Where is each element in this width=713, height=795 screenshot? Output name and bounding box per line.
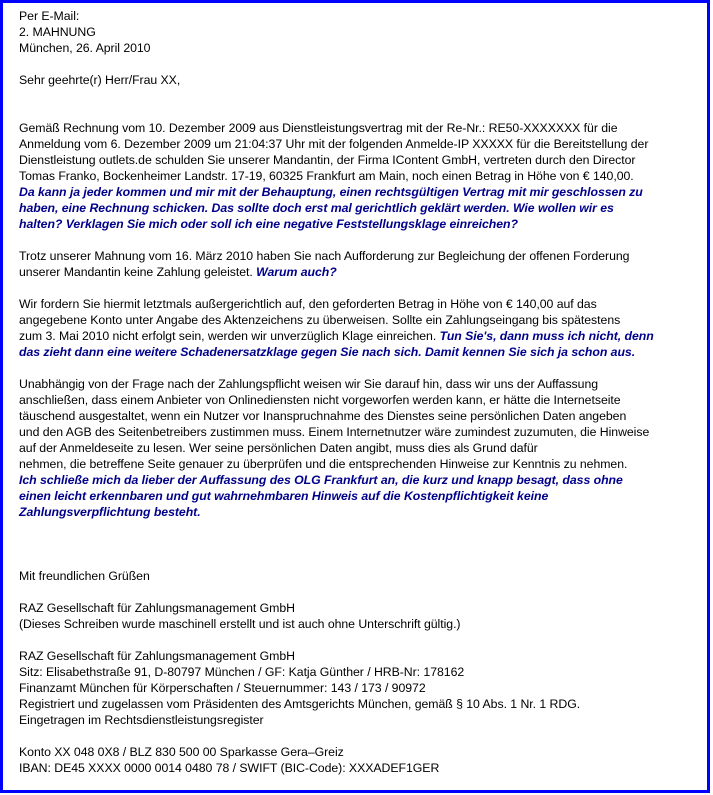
comment-line: Da kann ja jeder kommen und mir mit der Behauptung, einen rechtsgültigen Vertrag mit mir geschlossen zu [19,185,643,199]
paragraph-line: Tomas Franko, Bockenheimer Landstr. 17-19, 60325 Frankfurt am Main, noch einen Betrag in Höhe von € 140,00. [19,169,634,183]
delivery-method: Per E-Mail: [19,9,80,23]
paragraph-line-with-comment [19,328,701,344]
footer-iban: IBAN: DE45 XXXX 0000 0014 0480 78 / SWIFT (BIC-Code): XXXADEF1GER [19,761,440,775]
paragraph-line: angegebene Konto unter Angabe des Aktenzeichens zu überweisen. Sollte ein Zahlungseingang bis spätestens [19,313,621,327]
comment-line: Ich schließe mich da lieber der Auffassung des OLG Frankfurt an, die kurz und knapp besagt, dass ohne [19,473,623,487]
paragraph-text: unserer Mandantin keine Zahlung geleistet. [19,265,253,279]
signature-note: (Dieses Schreiben wurde maschinell erstellt und ist auch ohne Unterschrift gültig.) [19,617,461,631]
comment-line: einen leicht erkennbaren und gut wahrnehmbaren Hinweis auf die Kostenpflichtigkeit keine [19,489,549,503]
paragraph-line-with-comment [19,264,701,280]
paragraph-line: auf der Anmeldeseite zu lesen. Wer seine persönlichen Daten angibt, muss dies als Grund dafür [19,441,538,455]
comment-line: halten? Verklagen Sie mich oder soll ich eine negative Feststellungsklage einreichen? [19,217,518,231]
signature-company: RAZ Gesellschaft für Zahlungsmanagement GmbH [19,601,295,615]
paragraph-line: Dienstleistung outlets.de schulden Sie unserer Mandantin, der Firma IContent GmbH, vertreten durch den Director [19,153,636,167]
paragraph-invoice [19,120,701,232]
comment-line: haben, eine Rechnung schicken. Das sollte doch erst mal gerichtlich geklärt werden. Wie wollen wir es [19,201,614,215]
paragraph-reminder [19,248,701,280]
paragraph-legal-opinion [19,376,701,520]
paragraph-line: Trotz unserer Mahnung vom 16. März 2010 haben Sie nach Aufforderung zur Begleichung der offenen Forderung [19,249,630,263]
paragraph-line: Wir fordern Sie hiermit letztmals außergerichtlich auf, den geforderten Betrag in Höhe von € 140,00 auf das [19,297,597,311]
footer-company: RAZ Gesellschaft für Zahlungsmanagement GmbH [19,649,295,663]
inline-comment: Tun Sie's, dann muss ich nicht, denn [439,329,654,343]
comment-line: das zieht dann eine weitere Schadenersatzklage gegen Sie nach sich. Damit kennen Sie sich ja schon aus. [19,345,636,359]
letter-title: 2. MAHNUNG [19,25,96,39]
comment-line: Zahlungsverpflichtung besteht. [19,505,201,519]
footer-account: Konto XX 048 0X8 / BLZ 830 500 00 Sparkasse Gera–Greiz [19,745,344,759]
paragraph-line: täuschend ausgestaltet, wenn ein Nutzer vor Inanspruchnahme des Dienstes seine persönlichen Daten angeben [19,409,627,423]
closing: Mit freundlichen Grüßen [19,569,150,583]
company-footer [19,648,701,776]
inline-comment: Warum auch? [256,265,337,279]
paragraph-line: Unabhängig von der Frage nach der Zahlungspflicht weisen wir Sie darauf hin, dass wir uns der Auffassung [19,377,599,391]
footer-seat: Sitz: Elisabethstraße 91, D-80797 München / GF: Katja Günther / HRB-Nr: 178162 [19,665,465,679]
paragraph-line: Anmeldung vom 6. Dezember 2009 um 21:04:37 Uhr mit der folgenden Anmelde-IP XXXXX für die Bereitstellung der [19,137,649,151]
place-date: München, 26. April 2010 [19,41,151,55]
footer-registration: Registriert und zugelassen vom Präsidenten des Amtsgerichts München, gemäß § 10 Abs. 1 Nr. 1 RDG. [19,697,581,711]
paragraph-line: anschließen, dass einem Anbieter von Onlinediensten nicht vorgeworfen werden kann, er hätte die Internetseite [19,393,621,407]
paragraph-line: und den AGB des Seitenbetreibers zustimmen muss. Einem Internetnutzer wäre zumindest zuzumuten, die Hinweise [19,425,650,439]
salutation: Sehr geehrte(r) Herr/Frau XX, [19,73,181,87]
paragraph-text: zum 3. Mai 2010 nicht erfolgt sein, werden wir unverzüglich Klage einreichen. [19,329,437,343]
paragraph-line: Gemäß Rechnung vom 10. Dezember 2009 aus Dienstleistungsvertrag mit der Re-Nr.: RE50-XXXXXXX für die [19,121,618,135]
footer-register: Eingetragen im Rechtsdienstleistungsregister [19,713,264,727]
paragraph-final-demand [19,296,701,360]
footer-tax: Finanzamt München für Körperschaften / Steuernummer: 143 / 173 / 90972 [19,681,426,695]
letter-content [19,8,701,776]
paragraph-line: nehmen, die betreffene Seite genauer zu überprüfen und die entsprechenden Hinweise zur Kenntnis zu nehmen. [19,457,628,471]
